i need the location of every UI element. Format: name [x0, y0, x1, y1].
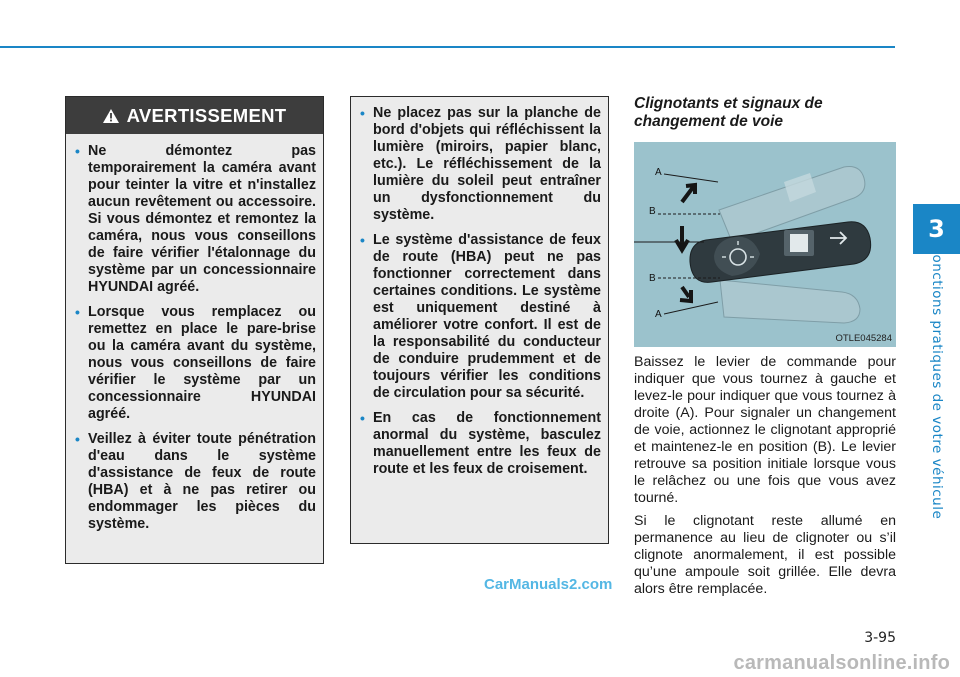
figure-label-b: B: [649, 206, 656, 217]
warning-item: • En cas de fonctionnement anormal du système, basculez manuellement entre les feux de route et les feux de croisement.: [360, 410, 601, 477]
bullet-icon: •: [75, 304, 80, 320]
footer-watermark: carmanualsonline.info: [733, 652, 950, 674]
figure-label-a: A: [655, 167, 662, 178]
turn-signal-lever-figure: [634, 142, 896, 347]
chapter-number: 3: [928, 215, 945, 243]
bullet-icon: •: [360, 232, 365, 248]
figure-caption: OTLE045284: [835, 333, 892, 344]
header-rule: [0, 46, 895, 48]
chapter-title: Fonctions pratiques de votre véhicule: [929, 246, 945, 520]
warning-header: [66, 97, 323, 134]
warning-box-right: [350, 96, 609, 544]
watermark: CarManuals2.com: [484, 576, 613, 593]
body-paragraph: Si le clignotant reste allumé en permanence au lieu de clignoter ou s’il clignote anormalement, il est possible qu’une ampoule soit grillée. Elle devra alors être remplacée.: [634, 513, 896, 597]
warning-box-left: [65, 96, 324, 564]
warning-item: • Veillez à éviter toute pénétration d'eau dans le système d'assistance de feux de route (HBA) et à ne pas retirer ou endommager les pièces du système.: [75, 431, 316, 532]
section-title: Clignotants et signaux de changement de voie: [634, 95, 823, 130]
bullet-icon: •: [360, 410, 365, 426]
figure-label-a: A: [655, 309, 662, 320]
warning-item: • Ne placez pas sur la planche de bord d'objets qui réfléchissent la lumière (miroirs, papier blanc, etc.). Le réfléchissement de la lumière du soleil peut entraîner un dysfonctionnement du système.: [360, 105, 601, 223]
body-paragraph: Baissez le levier de commande pour indiquer que vous tournez à gauche et levez-le pour indiquer que vous tournez à droite (A). Pour signaler un changement de voie, actionnez le clignotant approprié et maintenez-le en position (B). Le levier retrouve sa position initiale lorsque vous le relâchez ou une fois que vous avez tourné.: [634, 354, 896, 506]
bullet-icon: •: [75, 143, 80, 159]
turn-signal-lever-illustration: [634, 142, 896, 347]
bullet-icon: •: [360, 105, 365, 121]
figure-label-b: B: [649, 273, 656, 284]
warning-triangle-icon: [103, 109, 119, 123]
warning-item: • Le système d'assistance de feux de route (HBA) peut ne pas fonctionner correctement dans certaines conditions. Le système est uniquement destiné à améliorer votre confort. Il est de la responsabilité du conducteur de conduire prudemment et de toujours vérifier les conditions de circulation pour sa sécurité.: [360, 232, 601, 401]
section-body: [634, 354, 896, 604]
page-number: 3-95: [864, 630, 896, 646]
warning-item: • Ne démontez pas temporairement la caméra avant pour teinter la vitre et n'installez aucun revêtement ou accessoire. Si vous démontez et remontez la caméra, nous vous conseillons de faire vérifier l'étalonnage du système par un concessionnaire HYUNDAI agréé.: [75, 143, 316, 295]
warning-title: AVERTISSEMENT: [126, 104, 287, 126]
bullet-icon: •: [75, 431, 80, 447]
warning-item: • Lorsque vous remplacez ou remettez en place le pare-brise ou la caméra avant du système, nous vous conseillons de faire vérifier le système par un concessionnaire HYUNDAI agréé.: [75, 304, 316, 422]
